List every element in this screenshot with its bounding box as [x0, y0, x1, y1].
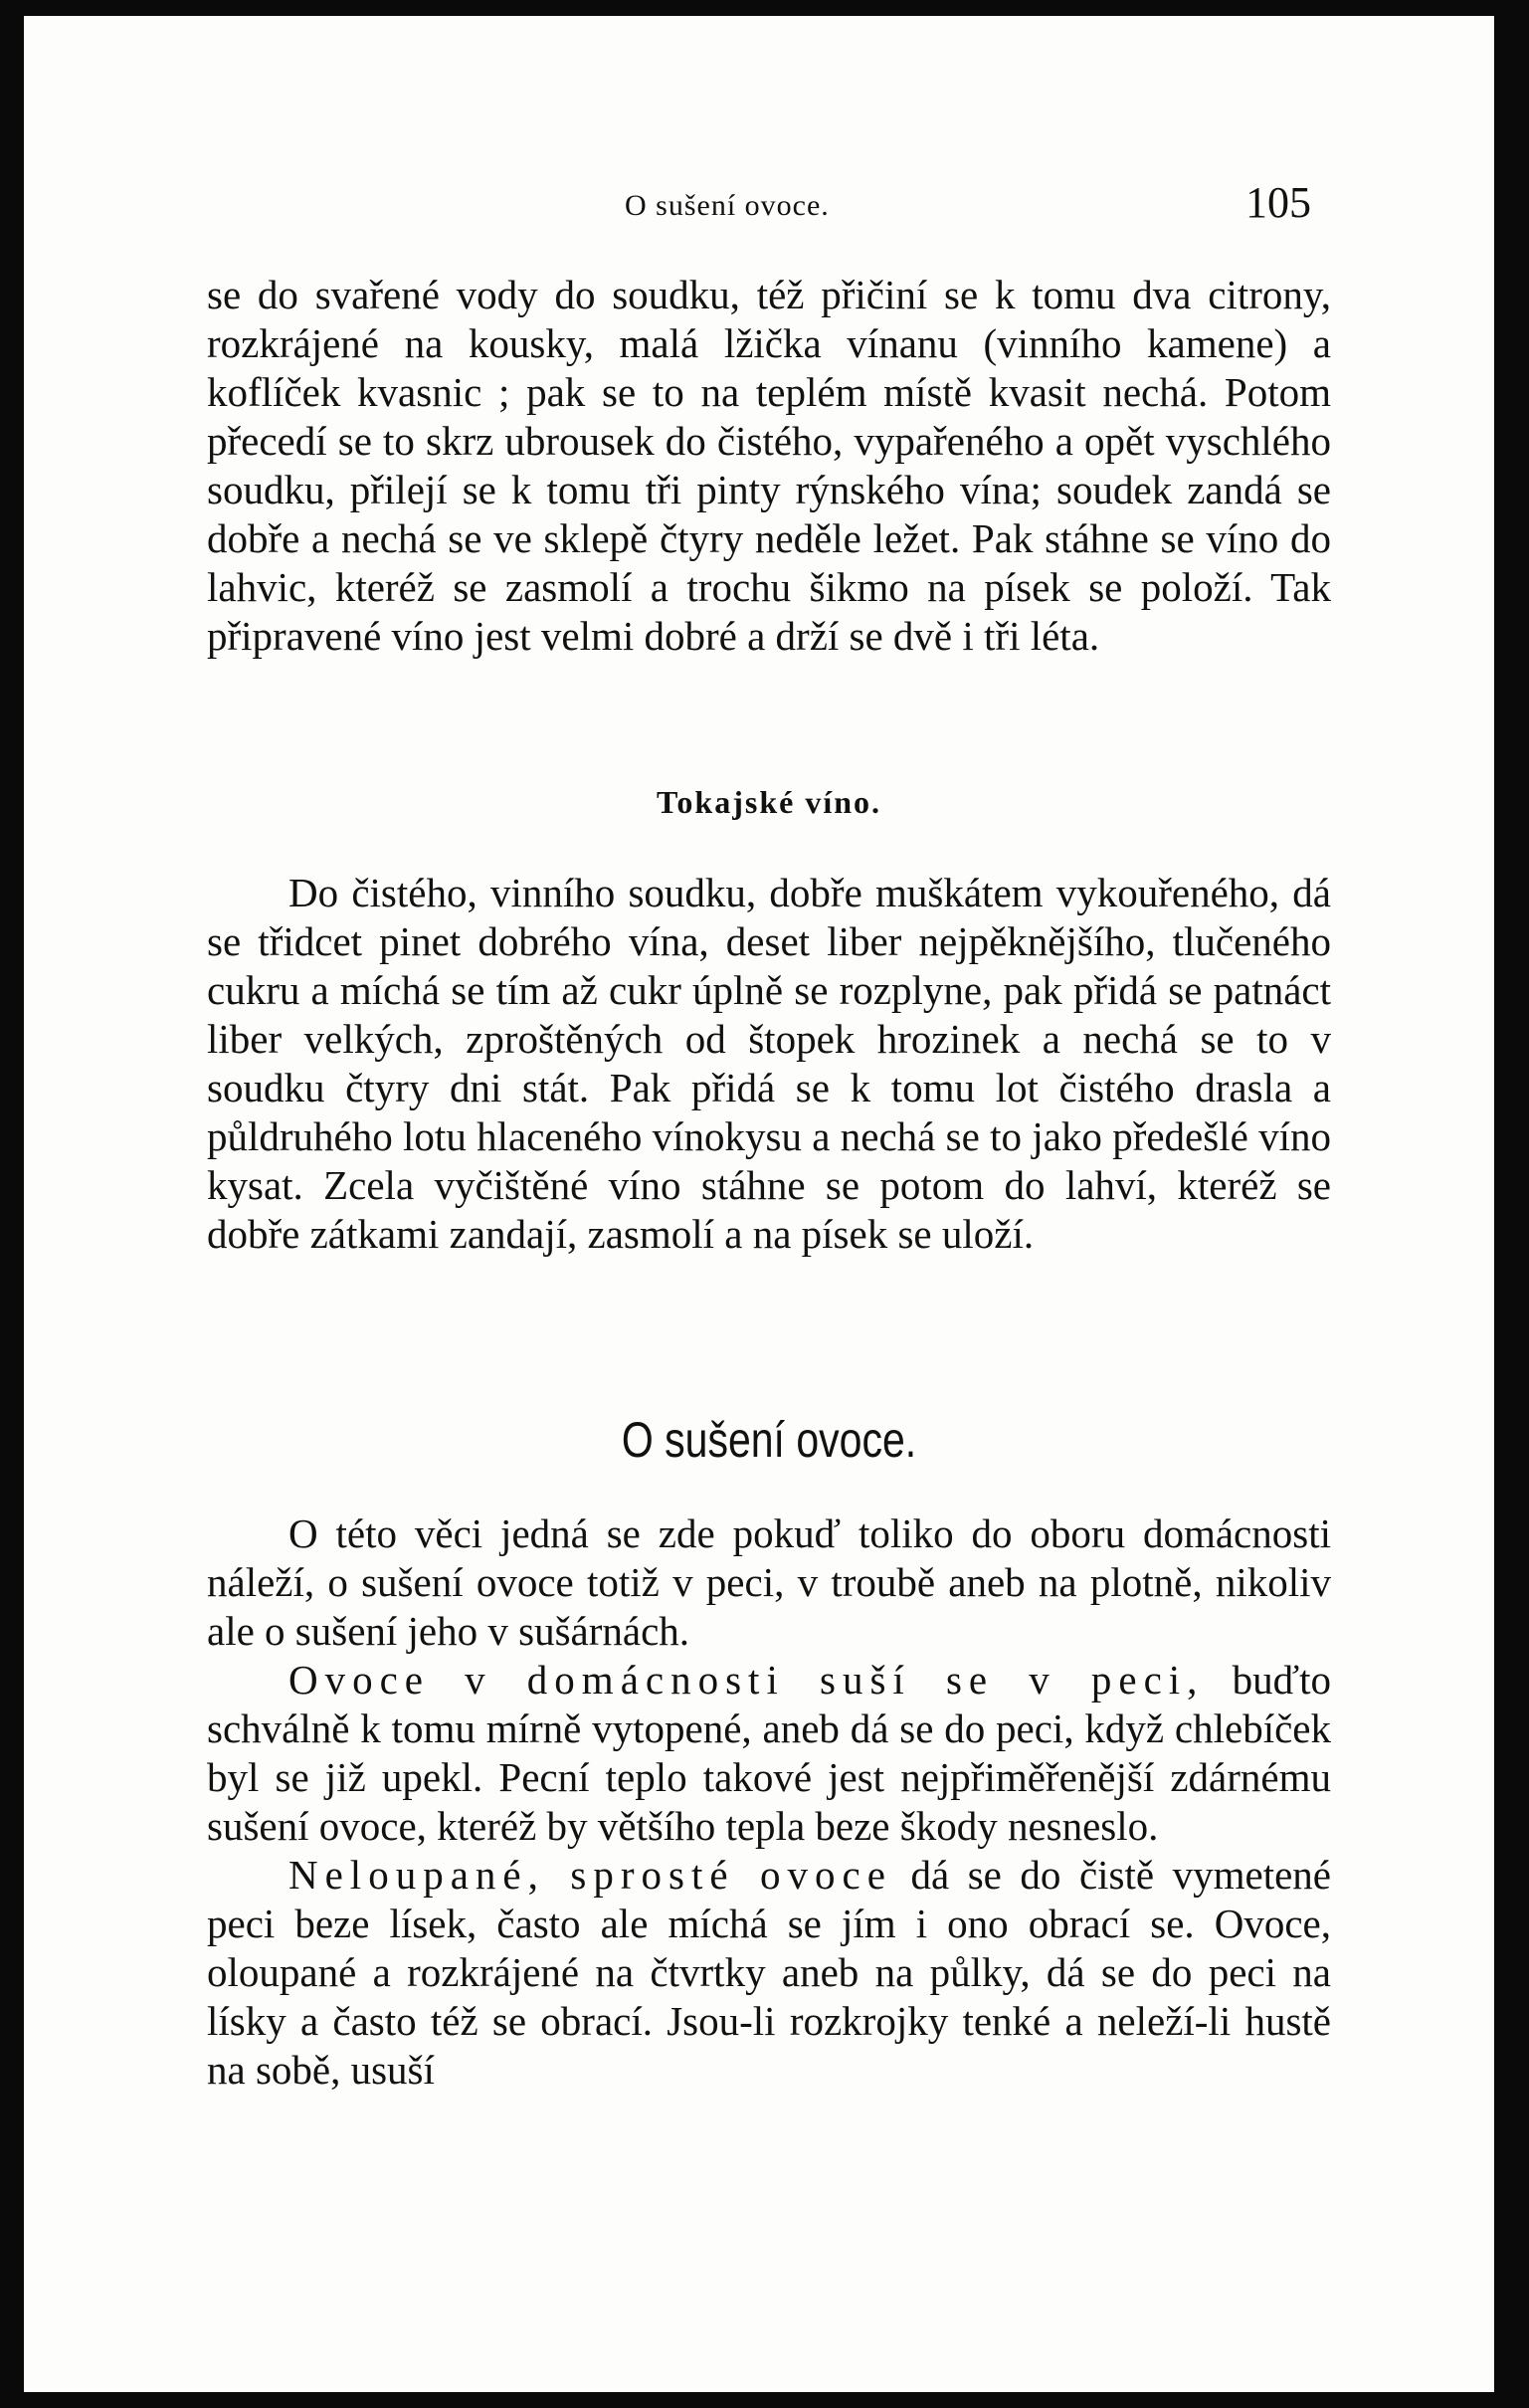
- paragraph-1: se do svařené vody do soudku, též přičiní se k tomu dva citrony, rozkrájené na kousky, malá lžička vínanu (vinního kamene) a koflíček kvasnic ; pak se to na teplém místě kvasit nechá. Potom přecedí se to skrz ubrousek do čistého, vypařeného a opět vyschlého soudku, přilejí se k tomu tři pinty rýnského vína; soudek zandá se dobře a nechá se ve sklepě čtyry neděle ležet. Pak stáhne se víno do lahvic, kteréž se zasmolí a trochu šikmo na písek se položí. Tak připravené víno jest velmi dobré a drží se dvě i tři léta.: [207, 272, 1331, 659]
- paragraph-3: O této věci jedná se zde pokuď toliko do oboru domácnosti náleží, o sušení ovoce totiž v peci, v troubě aneb na plotně, nikoliv ale o sušení jeho v sušárnách.: [207, 1510, 1331, 1654]
- paragraph-5: [207, 1851, 1331, 2095]
- paragraph-continued: [207, 271, 1331, 661]
- page-number: 105: [1245, 178, 1311, 227]
- section-body: [207, 1509, 1331, 2095]
- running-head: [207, 177, 1311, 237]
- section-heading: O sušení ovoce.: [621, 1412, 917, 1468]
- paragraph-5-emphasis: Neloupané, sprosté ovoce: [288, 1852, 892, 1898]
- subheading-tokajske: Tokajské víno.: [657, 784, 881, 820]
- paragraph-2: Do čistého, vinního soudku, dobře muškátem vykouřeného, dá se třidcet pinet dobrého vína, deset liber nejpěknějšího, tlučeného cukru a míchá se tím až cukr úplně se rozplyne, pak přidá se patnáct liber velkých, zproštěných od štopek hrozinek a nechá se to v soudku čtyry dni stát. Pak přidá se k tomu lot čistého drasla a půldruhého lotu hlaceného vínokysu a nechá se to jako předešlé víno kysat. Zcela vyčištěné víno stáhne se potom do lahví, kteréž se dobře zátkami zandají, zasmolí a na písek se uloží.: [207, 870, 1331, 1257]
- paragraph-4-text: buďto schválně k tomu mírně vytopené, aneb dá se do peci, když chlebíček byl se již upekl. Pecní teplo takové jest nejpřiměřenější zdárnému sušení ovoce, kteréž by většího tepla beze škody nesneslo.: [207, 1657, 1331, 1849]
- scan-border: [1494, 0, 1529, 2408]
- paragraph-4: [207, 1656, 1331, 1851]
- running-title: O sušení ovoce.: [625, 189, 830, 222]
- recipe-tokajske: [207, 869, 1331, 1259]
- paragraph-5-text: dá se do čistě vymetené peci beze lísek, často ale míchá se jím i ono obrací se. Ovoce, oloupané a rozkrájené na čtvrtky aneb na půlky, dá se do peci na lísky a často též se obrací. Jsou-li rozkrojky tenké a neleží-li hustě na sobě, usuší: [207, 1852, 1331, 2093]
- paragraph-4-emphasis: Ovoce v domácnosti suší se v peci,: [288, 1657, 1205, 1703]
